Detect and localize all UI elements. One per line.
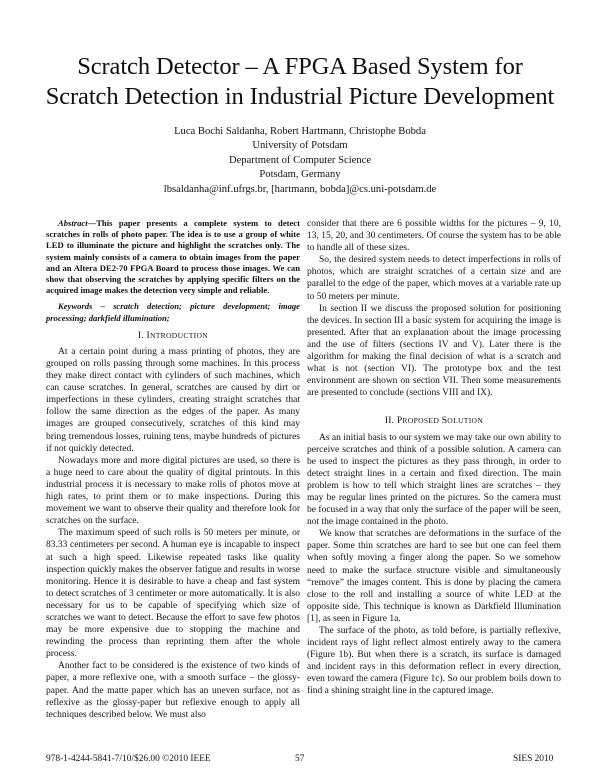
solution-paragraph-3: The surface of the photo, as told before, is partially reflexive, incident rays of light reflect almost entirely away to the camera (Figure 1b). But when there is a scratch, its surface is damaged and incident rays in this deformation reflect in every direction, even toward the camera (Figure 1c). So our problem boils down to find a shining straight line in the captured image.	[307, 626, 561, 697]
author-block	[40, 125, 560, 197]
title-line-1: Scratch Detector – A FPGA Based System for	[77, 53, 523, 80]
intro-paragraph-2: Nowadays more and more digital pictures are used, so there is a huge need to care about the quality of digital printouts. In this industrial process it is necessary to make rolls of photos move at high rates, to print them or to make inspections. During this movement we want to observe their quality and therefore look for scratches on the surface.	[46, 455, 300, 527]
intro-paragraph-1: At a certain point during a mass printing of photos, they are grouped on rolls passing through some machines. In this process they make direct contact with cylinders of such machines, which can cause scratches. In general, scratches are caused by dirt or imperfections in these cylinders, creating straight scratches that follow the same direction as the edges of the paper. As many images are grouped consecutively, scratches of this kind may bring tremendous losses, ruining tens, maybe hundreds of pictures if not quickly detected.	[46, 346, 300, 454]
author-emails: lbsaldanha@inf.ufrgs.br, [hartmann, bobda]@cs.uni-potsdam.de	[163, 183, 437, 195]
intro-paragraph-4: Another fact to be considered is the existence of two kinds of paper, a more reflexive one, with a smooth surface – the glossy-paper. And the matte paper which has an uneven surface, not as reflexive as the glossy-paper but reflexive enough to apply all techniques described below. We must also	[46, 661, 300, 720]
solution-paragraph-1: As an initial basis to our system we may take our own ability to perceive scratches and think of a possible solution. A camera can be used to inspect the pictures as they pass through, in order to detect straight lines in a certain and fixed direction. The main problem is how to tell which straight lines are scratches – they may be regular lines printed on the pictures. So the camera must be focused in a way that only the surface of the paper will be seen, not the image contained in the photo.	[307, 432, 561, 528]
intro-paragraph-5: consider that there are 6 possible widths for the pictures – 9, 10, 13, 15, 20, and 30 centimeters. Of course the system has to be able to handle all of these sizes.	[307, 219, 561, 254]
solution-paragraph-2: We know that scratches are deformations in the surface of the paper. Some thin scratches are hard to see but one can feel them when softly moving a finger along the paper. So we somehow need to make the surface structure visible and simultaneously “remove” the images content. This is done by placing the camera close to the roll and installing a source of white LED at the opposite side. This technique is known as Darkfield Illumination [1], as seen in Figure 1a.	[307, 529, 561, 624]
keywords-text: scratch detection; picture development; image processing; darkfield illumination;	[46, 301, 301, 323]
abstract-label: Abstract	[58, 218, 88, 228]
keywords	[46, 301, 300, 323]
left-column	[46, 218, 300, 721]
footer-page-number: 57	[295, 754, 305, 764]
author-names: Luca Bochi Saldanha, Robert Hartmann, Christophe Bobda	[174, 126, 426, 137]
footer-conference: SIES 2010	[513, 754, 554, 764]
intro-paragraph-6: So, the desired system needs to detect imperfections in rolls of photos, which are straight scratches of a certain size and are parallel to the edge of the paper, which moves at a variable rate up to 50 meters per minute.	[307, 255, 561, 302]
intro-paragraph-7: In section II we discuss the proposed solution for positioning the devices. In section III a basic system for acquiring the image is presented. After that an explanation about the image processing and the use of filters (sections IV and V). Later there is the algorithm for making the final decision of what is a scratch and what is not (section VI). The prototype box and the test environment are shown on section VII. Then some measurements are presented to conclude (sections VIII and IX).	[307, 303, 561, 399]
section-spacer	[307, 399, 561, 409]
right-column	[307, 218, 561, 698]
abstract	[46, 218, 300, 296]
author-university: University of Potsdam	[252, 140, 348, 152]
footer-copyright: 978-1-4244-5841-7/10/$26.00 ©2010 IEEE	[46, 754, 211, 764]
section-heading-proposed-solution: II. PROPOSED SOLUTION	[384, 415, 484, 427]
keywords-label: Keywords –	[58, 301, 105, 312]
intro-paragraph-3: The maximum speed of such rolls is 50 meters per minute, or 83.33 centimeters per second. A human eye is incapable to inspect at such a high speed. Likewise repeated tasks like quality inspection quickly makes the observer fatigue and results in worse monitoring. Hence it is desirable to have a cheap and fast system to detect scratches of 3 centimeter or more automatically. It is also necessary for us to be capable of specifying which size of scratches we want to detect. Because the effort to save few photos may be more expensive due to stopping the machine and rewinding the process than reprinting them after the whole process.	[46, 528, 300, 660]
author-location: Potsdam, Germany	[259, 169, 341, 181]
author-department: Department of Computer Science	[228, 154, 372, 166]
title-line-2: Scratch Detection in Industrial Picture Development	[45, 83, 555, 110]
paper-title	[30, 52, 570, 112]
abstract-text: —This paper presents a complete system to detect scratches in rolls of photo paper. The idea is to use a group of white LED to illuminate the picture and highlight the scratches only. The system mainly consists of a camera to obtain images from the paper and an Altera DE2-70 FPGA Board to process those images. We can show that observing the scratches by applying specific filters on the acquired image makes the detection very simple and reliable.	[46, 218, 300, 296]
section-heading-introduction: I. INTRODUCTION	[137, 329, 209, 341]
